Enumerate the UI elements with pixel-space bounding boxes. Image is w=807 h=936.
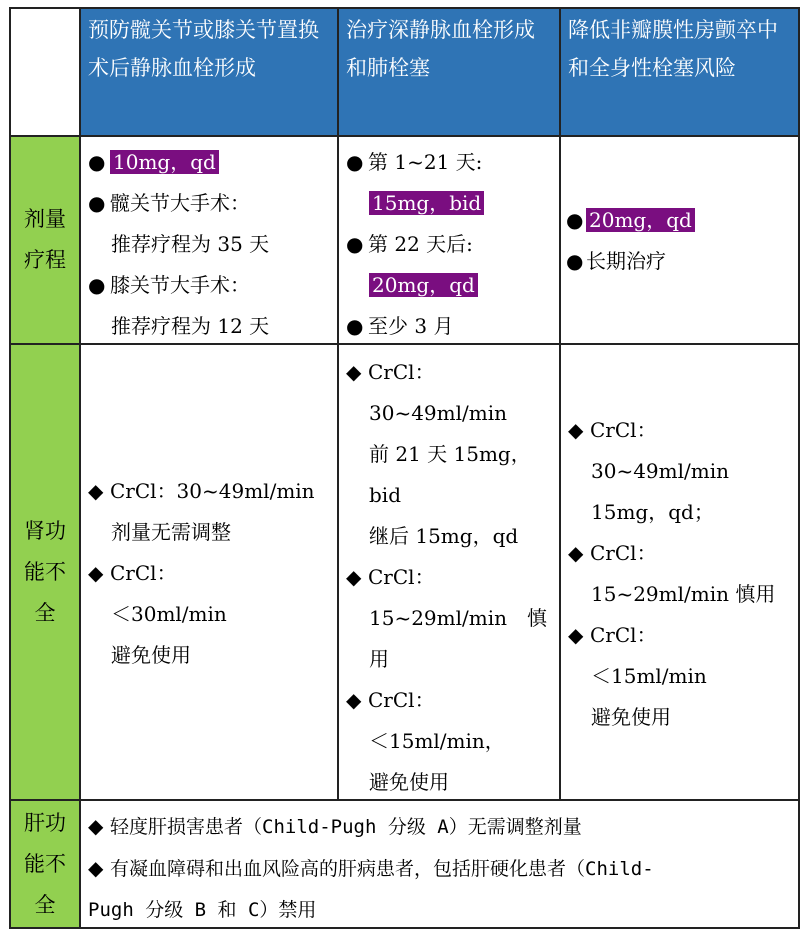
list-item-text: CrCl： (590, 623, 657, 647)
dose-cell-col-2 (338, 142, 560, 344)
list-item (568, 410, 793, 451)
list-item-detail: ＜30ml/min (111, 601, 227, 626)
renal-cell-col-2 (338, 352, 560, 800)
table-divider (10, 135, 799, 137)
highlighted-dose: 20mg，qd (369, 273, 478, 297)
list-item (568, 615, 793, 656)
dot-bullet-icon: ● (346, 314, 364, 338)
header-col-1 (80, 8, 338, 136)
diamond-bullet-icon: ◆ (568, 623, 584, 647)
dot-bullet-icon: ● (566, 208, 584, 232)
list-item-detail: 前 21 天 15mg， (369, 442, 531, 466)
list-item (346, 224, 554, 265)
list-item-detail (346, 265, 554, 306)
table-divider (79, 7, 81, 929)
highlighted-dose: 10mg，qd (110, 150, 219, 174)
list-item-text: 至少 3 月 (368, 314, 454, 338)
diamond-bullet-icon: ◆ (88, 856, 104, 880)
list-item-text: 第 1~21 天: (368, 150, 483, 174)
list-item (88, 183, 332, 224)
list-item-detail: Pugh 分级 B 和 C）禁用 (88, 899, 317, 921)
header-col-3-text: 降低非瓣膜性房颤卒中和全身性栓塞风险 (568, 18, 778, 80)
dot-bullet-icon: ● (88, 191, 106, 215)
table-divider (337, 7, 339, 801)
dot-bullet-icon: ● (88, 273, 106, 297)
list-item (346, 352, 554, 393)
list-item-text: CrCl： (590, 541, 657, 565)
row-label-hepatic (10, 800, 80, 928)
list-item (346, 142, 554, 183)
list-item-detail: 15~29ml/min 慎用 (591, 582, 776, 606)
list-item-text: CrCl： (110, 560, 177, 585)
hepatic-cell (80, 806, 799, 928)
dot-bullet-icon: ● (346, 232, 364, 256)
diamond-bullet-icon: ◆ (568, 418, 584, 442)
dose-cell-col-1 (80, 142, 338, 344)
table-divider (559, 7, 561, 801)
list-item-detail: 继后 15mg，qd (369, 524, 519, 548)
row-label-dose (10, 136, 80, 344)
list-item-text: CrCl： (368, 688, 435, 712)
list-item (566, 241, 793, 282)
highlighted-dose: 20mg，qd (586, 208, 695, 232)
renal-cell-col-3 (560, 344, 799, 800)
table-border-left (9, 7, 11, 929)
table-divider (10, 799, 799, 801)
diamond-bullet-icon: ◆ (346, 688, 362, 712)
diamond-bullet-icon: ◆ (346, 360, 362, 384)
diamond-bullet-icon: ◆ (88, 478, 104, 503)
list-item-detail: 30~49ml/min (369, 401, 507, 425)
header-col-1-text: 预防髋关节或膝关节置换术后静脉血栓形成 (88, 18, 319, 80)
row-label-hepatic-text: 肝功能不全 (24, 810, 66, 917)
list-item (88, 806, 793, 848)
dot-bullet-icon: ● (346, 150, 364, 174)
table-border-right (798, 7, 800, 929)
list-item (88, 848, 793, 890)
header-col-2 (338, 8, 560, 136)
list-item-detail: 避免使用 (591, 705, 671, 729)
list-item-detail: 推荐疗程为 12 天 (111, 314, 270, 338)
row-label-renal (10, 344, 80, 800)
list-item-text: 有凝血障碍和出血风险高的肝病患者，包括肝硬化患者（Child- (110, 858, 654, 880)
table-divider (10, 343, 799, 345)
list-item-detail: bid (369, 483, 402, 507)
header-col-3 (560, 8, 799, 136)
table-border-bottom (10, 927, 799, 929)
row-label-dose-text: 剂量疗程 (24, 207, 66, 272)
list-item (88, 265, 332, 306)
list-item-text: 髋关节大手术： (110, 191, 250, 215)
diamond-bullet-icon: ◆ (88, 560, 104, 585)
diamond-bullet-icon: ◆ (346, 565, 362, 589)
diamond-bullet-icon: ◆ (88, 814, 104, 838)
renal-cell-col-1 (80, 344, 338, 800)
list-item-text: 轻度肝损害患者（Child-Pugh 分级 A）无需调整剂量 (110, 816, 582, 838)
list-item-detail: ＜15ml/min， (369, 729, 505, 753)
list-item-text: 膝关节大手术： (110, 273, 250, 297)
header-corner (10, 8, 80, 136)
list-item-detail: 15mg，qd； (591, 500, 714, 524)
list-item-text: CrCl： (590, 418, 657, 442)
list-item-detail: 推荐疗程为 35 天 (111, 232, 270, 256)
list-item (88, 553, 332, 594)
list-item-text: 长期治疗 (586, 249, 666, 273)
list-item (568, 533, 793, 574)
dot-bullet-icon: ● (566, 249, 584, 273)
list-item (88, 471, 332, 512)
diamond-bullet-icon: ◆ (568, 541, 584, 565)
list-item-detail: 15~29ml/min 慎 (369, 606, 547, 630)
list-item-detail (346, 183, 554, 224)
list-item (566, 200, 793, 241)
dot-bullet-icon: ● (88, 150, 106, 174)
dose-cell-col-3 (560, 136, 799, 344)
list-item-text: CrCl： (368, 565, 435, 589)
table-border-top (10, 7, 799, 9)
list-item (346, 306, 554, 347)
highlighted-dose: 15mg，bid (369, 191, 484, 215)
header-col-2-text: 治疗深静脉血栓形成和肺栓塞 (346, 18, 535, 80)
list-item-text: 第 22 天后: (368, 232, 473, 256)
list-item-detail: 剂量无需调整 (111, 519, 231, 544)
list-item-detail: 用 (369, 647, 389, 671)
list-item (346, 557, 554, 598)
list-item (88, 142, 332, 183)
list-item-detail: 30~49ml/min (591, 459, 729, 483)
list-item-detail: 避免使用 (111, 642, 191, 667)
row-label-renal-text: 肾功能不全 (24, 518, 66, 625)
list-item-text: CrCl： (368, 360, 435, 384)
list-item-detail: 避免使用 (369, 770, 449, 794)
list-item-text: CrCl：30~49ml/min (110, 478, 315, 503)
list-item-detail: ＜15ml/min (591, 664, 707, 688)
list-item (346, 680, 554, 721)
